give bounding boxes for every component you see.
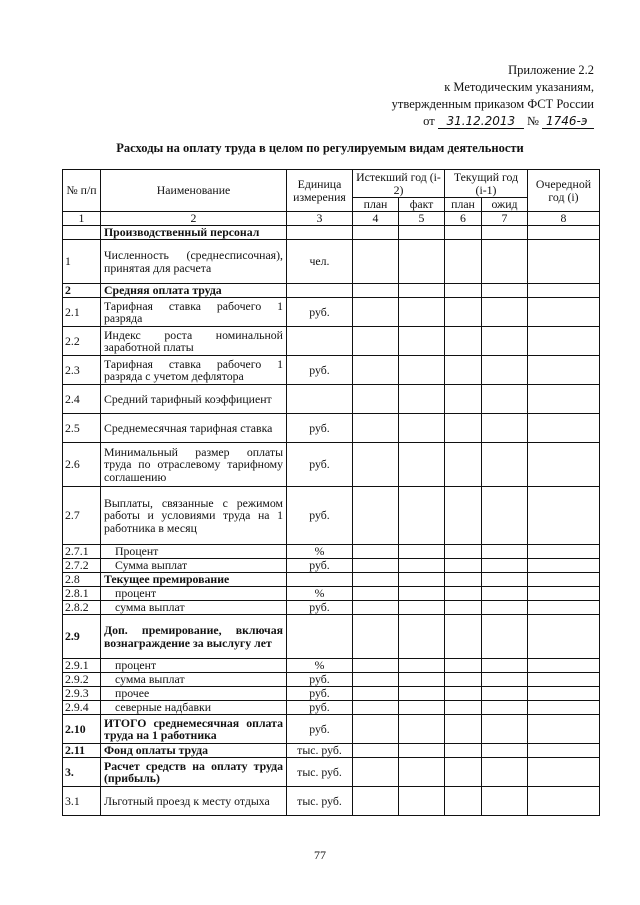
row-number: 1: [63, 240, 101, 284]
value-cell[interactable]: [528, 356, 600, 385]
row-number: 2: [63, 284, 101, 298]
value-cell[interactable]: [528, 687, 600, 701]
value-cell[interactable]: [445, 414, 482, 443]
row-unit: %: [287, 545, 353, 559]
value-cell[interactable]: [528, 659, 600, 673]
table-row: [63, 787, 600, 816]
value-cell[interactable]: [482, 659, 528, 673]
row-number: 2.1: [63, 298, 101, 327]
table-row: [63, 701, 600, 715]
row-number: [63, 226, 101, 240]
row-number: 2.7.1: [63, 545, 101, 559]
value-cell[interactable]: [482, 356, 528, 385]
value-cell[interactable]: [353, 659, 399, 673]
labor-cost-table: [62, 169, 600, 816]
row-name: Выплаты, связанные с режимом работы и условиями труда на 1 работника в месяц: [101, 487, 287, 545]
table-row: [63, 240, 600, 284]
row-unit: руб.: [287, 687, 353, 701]
value-cell[interactable]: [399, 673, 445, 687]
value-cell[interactable]: [353, 327, 399, 356]
value-cell[interactable]: [399, 701, 445, 715]
col-header-plan-current: план: [445, 198, 482, 212]
row-number: 2.4: [63, 385, 101, 414]
value-cell[interactable]: [399, 356, 445, 385]
row-name: Минимальный размер оплаты труда по отраслевому тарифному соглашению: [101, 443, 287, 487]
value-cell[interactable]: [353, 587, 399, 601]
table-row: [63, 573, 600, 587]
table-row: [63, 327, 600, 356]
value-cell[interactable]: [528, 298, 600, 327]
value-cell[interactable]: [528, 559, 600, 573]
value-cell[interactable]: [528, 701, 600, 715]
value-cell[interactable]: [445, 240, 482, 284]
row-name: Доп. премирование, включая вознаграждение за выслугу лет: [101, 615, 287, 659]
value-cell[interactable]: [353, 573, 399, 587]
value-cell[interactable]: [528, 545, 600, 559]
value-cell[interactable]: [528, 487, 600, 545]
value-cell[interactable]: [353, 601, 399, 615]
table-row: [63, 385, 600, 414]
value-cell[interactable]: [445, 701, 482, 715]
value-cell[interactable]: [528, 601, 600, 615]
row-number: 2.3: [63, 356, 101, 385]
row-name: процент: [101, 587, 287, 601]
value-cell[interactable]: [399, 615, 445, 659]
value-cell[interactable]: [353, 414, 399, 443]
value-cell[interactable]: [399, 787, 445, 816]
value-cell[interactable]: [353, 615, 399, 659]
value-cell[interactable]: [445, 545, 482, 559]
value-cell[interactable]: [353, 298, 399, 327]
value-cell[interactable]: [353, 356, 399, 385]
value-cell[interactable]: [399, 240, 445, 284]
col-header-fact: факт: [399, 198, 445, 212]
value-cell[interactable]: [445, 744, 482, 758]
row-number: 2.9.2: [63, 673, 101, 687]
row-unit: [287, 385, 353, 414]
value-cell[interactable]: [482, 240, 528, 284]
table-row: [63, 226, 600, 240]
table-row: [63, 673, 600, 687]
row-unit: [287, 615, 353, 659]
appendix-date-line: [392, 113, 594, 130]
table-row: [63, 659, 600, 673]
row-number: 2.5: [63, 414, 101, 443]
value-cell[interactable]: [528, 787, 600, 816]
row-unit: чел.: [287, 240, 353, 284]
col-index: 7: [482, 212, 528, 226]
row-number: 2.9.1: [63, 659, 101, 673]
row-name: прочее: [101, 687, 287, 701]
value-cell[interactable]: [399, 587, 445, 601]
value-cell[interactable]: [482, 673, 528, 687]
row-name: Текущее премирование: [101, 573, 287, 587]
row-name: Расчет средств на оплату труда (прибыль): [101, 758, 287, 787]
row-name: Численность (среднесписочная), принятая для расчета: [101, 240, 287, 284]
value-cell[interactable]: [353, 443, 399, 487]
value-cell[interactable]: [445, 787, 482, 816]
table-row: [63, 715, 600, 744]
value-cell[interactable]: [445, 687, 482, 701]
value-cell[interactable]: [353, 758, 399, 787]
page-title: Расходы на оплату труда в целом по регулируемым видам деятельности: [116, 141, 524, 155]
value-cell[interactable]: [482, 701, 528, 715]
value-cell[interactable]: [399, 327, 445, 356]
value-cell[interactable]: [445, 284, 482, 298]
value-cell[interactable]: [482, 443, 528, 487]
row-number: 2.6: [63, 443, 101, 487]
col-index: 3: [287, 212, 353, 226]
row-name: ИТОГО среднемесячная оплата труда на 1 работника: [101, 715, 287, 744]
row-unit: [287, 226, 353, 240]
row-unit: руб.: [287, 559, 353, 573]
table-row: [63, 601, 600, 615]
value-cell[interactable]: [353, 240, 399, 284]
value-cell[interactable]: [445, 601, 482, 615]
row-number: 3.1: [63, 787, 101, 816]
value-cell[interactable]: [445, 573, 482, 587]
value-cell[interactable]: [482, 601, 528, 615]
value-cell[interactable]: [445, 356, 482, 385]
value-cell[interactable]: [445, 673, 482, 687]
value-cell[interactable]: [482, 715, 528, 744]
row-number: 2.11: [63, 744, 101, 758]
col-header-next-year: Очередной год (i): [528, 170, 600, 212]
value-cell[interactable]: [445, 659, 482, 673]
row-unit: руб.: [287, 673, 353, 687]
value-cell[interactable]: [482, 298, 528, 327]
value-cell[interactable]: [399, 758, 445, 787]
row-name: Сумма выплат: [101, 559, 287, 573]
value-cell[interactable]: [399, 443, 445, 487]
value-cell[interactable]: [528, 615, 600, 659]
value-cell[interactable]: [399, 559, 445, 573]
value-cell[interactable]: [399, 573, 445, 587]
col-index: 5: [399, 212, 445, 226]
date-label: от: [423, 114, 435, 128]
value-cell[interactable]: [482, 744, 528, 758]
number-label: №: [526, 114, 539, 128]
value-cell[interactable]: [445, 385, 482, 414]
appendix-header: [392, 62, 594, 130]
table-row: [63, 758, 600, 787]
row-name: Фонд оплаты труда: [101, 744, 287, 758]
row-unit: руб.: [287, 601, 353, 615]
value-cell[interactable]: [445, 758, 482, 787]
value-cell[interactable]: [445, 587, 482, 601]
value-cell[interactable]: [399, 744, 445, 758]
row-number: 2.8: [63, 573, 101, 587]
col-header-num: № п/п: [63, 170, 101, 212]
col-index: 2: [101, 212, 287, 226]
row-unit: %: [287, 659, 353, 673]
row-name: северные надбавки: [101, 701, 287, 715]
row-name: Производственный персонал: [101, 226, 287, 240]
value-cell[interactable]: [445, 715, 482, 744]
row-name: Средний тарифный коэффициент: [101, 385, 287, 414]
row-unit: руб.: [287, 487, 353, 545]
value-cell[interactable]: [528, 226, 600, 240]
value-cell[interactable]: [445, 559, 482, 573]
value-cell[interactable]: [482, 687, 528, 701]
col-header-expect: ожид: [482, 198, 528, 212]
value-cell[interactable]: [399, 414, 445, 443]
col-header-past-year: Истекший год (i-2): [353, 170, 445, 198]
row-number: 2.9: [63, 615, 101, 659]
value-cell[interactable]: [528, 744, 600, 758]
table-row: [63, 559, 600, 573]
value-cell[interactable]: [445, 226, 482, 240]
row-unit: тыс. руб.: [287, 744, 353, 758]
appendix-ref: к Методическим указаниям,: [444, 80, 594, 94]
row-number: 2.9.4: [63, 701, 101, 715]
value-cell[interactable]: [528, 715, 600, 744]
value-cell[interactable]: [482, 487, 528, 545]
col-index: 8: [528, 212, 600, 226]
row-unit: [287, 284, 353, 298]
appendix-number: Приложение 2.2: [508, 63, 594, 77]
appendix-order: утвержденным приказом ФСТ России: [391, 97, 594, 111]
value-cell[interactable]: [353, 385, 399, 414]
value-cell[interactable]: [353, 226, 399, 240]
table-row: [63, 587, 600, 601]
table-row: [63, 284, 600, 298]
value-cell[interactable]: [399, 385, 445, 414]
row-number: 3.: [63, 758, 101, 787]
value-cell[interactable]: [353, 284, 399, 298]
row-name: Индекс роста номинальной заработной платы: [101, 327, 287, 356]
value-cell[interactable]: [482, 226, 528, 240]
row-number: 2.2: [63, 327, 101, 356]
value-cell[interactable]: [353, 701, 399, 715]
value-cell[interactable]: [399, 715, 445, 744]
value-cell[interactable]: [482, 615, 528, 659]
handwritten-date: 31.12.2013: [438, 115, 524, 129]
value-cell[interactable]: [528, 385, 600, 414]
table-row: [63, 443, 600, 487]
table-row: [63, 545, 600, 559]
value-cell[interactable]: [482, 545, 528, 559]
value-cell[interactable]: [482, 414, 528, 443]
table-row: [63, 487, 600, 545]
row-unit: тыс. руб.: [287, 758, 353, 787]
row-name: Льготный проезд к месту отдыха: [101, 787, 287, 816]
row-unit: руб.: [287, 715, 353, 744]
table-row: [63, 298, 600, 327]
value-cell[interactable]: [482, 284, 528, 298]
value-cell[interactable]: [399, 284, 445, 298]
row-name: сумма выплат: [101, 673, 287, 687]
value-cell[interactable]: [482, 385, 528, 414]
table-row: [63, 414, 600, 443]
value-cell[interactable]: [353, 559, 399, 573]
value-cell[interactable]: [353, 673, 399, 687]
value-cell[interactable]: [353, 687, 399, 701]
value-cell[interactable]: [482, 587, 528, 601]
col-header-plan: план: [353, 198, 399, 212]
value-cell[interactable]: [528, 327, 600, 356]
row-unit: руб.: [287, 701, 353, 715]
value-cell[interactable]: [445, 615, 482, 659]
value-cell[interactable]: [399, 226, 445, 240]
value-cell[interactable]: [528, 587, 600, 601]
row-number: 2.7.2: [63, 559, 101, 573]
row-unit: тыс. руб.: [287, 787, 353, 816]
value-cell[interactable]: [528, 673, 600, 687]
value-cell[interactable]: [528, 240, 600, 284]
table-row: [63, 687, 600, 701]
value-cell[interactable]: [399, 298, 445, 327]
row-name: сумма выплат: [101, 601, 287, 615]
value-cell[interactable]: [399, 487, 445, 545]
value-cell[interactable]: [353, 787, 399, 816]
table-row: [63, 615, 600, 659]
col-index-row: [63, 212, 600, 226]
row-number: 2.7: [63, 487, 101, 545]
value-cell[interactable]: [445, 443, 482, 487]
handwritten-number: 1746-э: [542, 115, 594, 129]
value-cell[interactable]: [445, 298, 482, 327]
col-index: 1: [63, 212, 101, 226]
value-cell[interactable]: [399, 687, 445, 701]
value-cell[interactable]: [528, 443, 600, 487]
row-name: Средняя оплата труда: [101, 284, 287, 298]
row-unit: руб.: [287, 414, 353, 443]
value-cell[interactable]: [482, 758, 528, 787]
row-name: процент: [101, 659, 287, 673]
col-header-name: Наименование: [101, 170, 287, 212]
col-header-unit: Единица измерения: [287, 170, 353, 212]
row-name: Тарифная ставка рабочего 1 разряда: [101, 298, 287, 327]
row-unit: руб.: [287, 298, 353, 327]
row-name: Процент: [101, 545, 287, 559]
col-index: 6: [445, 212, 482, 226]
row-name: Среднемесячная тарифная ставка: [101, 414, 287, 443]
table-row: [63, 744, 600, 758]
value-cell[interactable]: [399, 601, 445, 615]
row-number: 2.8.2: [63, 601, 101, 615]
row-unit: %: [287, 587, 353, 601]
value-cell[interactable]: [353, 545, 399, 559]
col-header-current-year: Текущий год (i-1): [445, 170, 528, 198]
value-cell[interactable]: [482, 787, 528, 816]
row-unit: руб.: [287, 443, 353, 487]
row-unit: [287, 573, 353, 587]
table-row: [63, 356, 600, 385]
value-cell[interactable]: [482, 559, 528, 573]
value-cell[interactable]: [445, 487, 482, 545]
row-number: 2.8.1: [63, 587, 101, 601]
value-cell[interactable]: [528, 758, 600, 787]
row-unit: [287, 327, 353, 356]
value-cell[interactable]: [353, 715, 399, 744]
col-index: 4: [353, 212, 399, 226]
value-cell[interactable]: [482, 573, 528, 587]
row-number: 2.9.3: [63, 687, 101, 701]
value-cell[interactable]: [353, 744, 399, 758]
value-cell[interactable]: [399, 659, 445, 673]
row-name: Тарифная ставка рабочего 1 разряда с учетом дефлятора: [101, 356, 287, 385]
value-cell[interactable]: [353, 487, 399, 545]
value-cell[interactable]: [528, 284, 600, 298]
value-cell[interactable]: [445, 327, 482, 356]
value-cell[interactable]: [399, 545, 445, 559]
row-unit: руб.: [287, 356, 353, 385]
value-cell[interactable]: [482, 327, 528, 356]
value-cell[interactable]: [528, 573, 600, 587]
row-number: 2.10: [63, 715, 101, 744]
value-cell[interactable]: [528, 414, 600, 443]
page-number: 77: [314, 848, 326, 862]
